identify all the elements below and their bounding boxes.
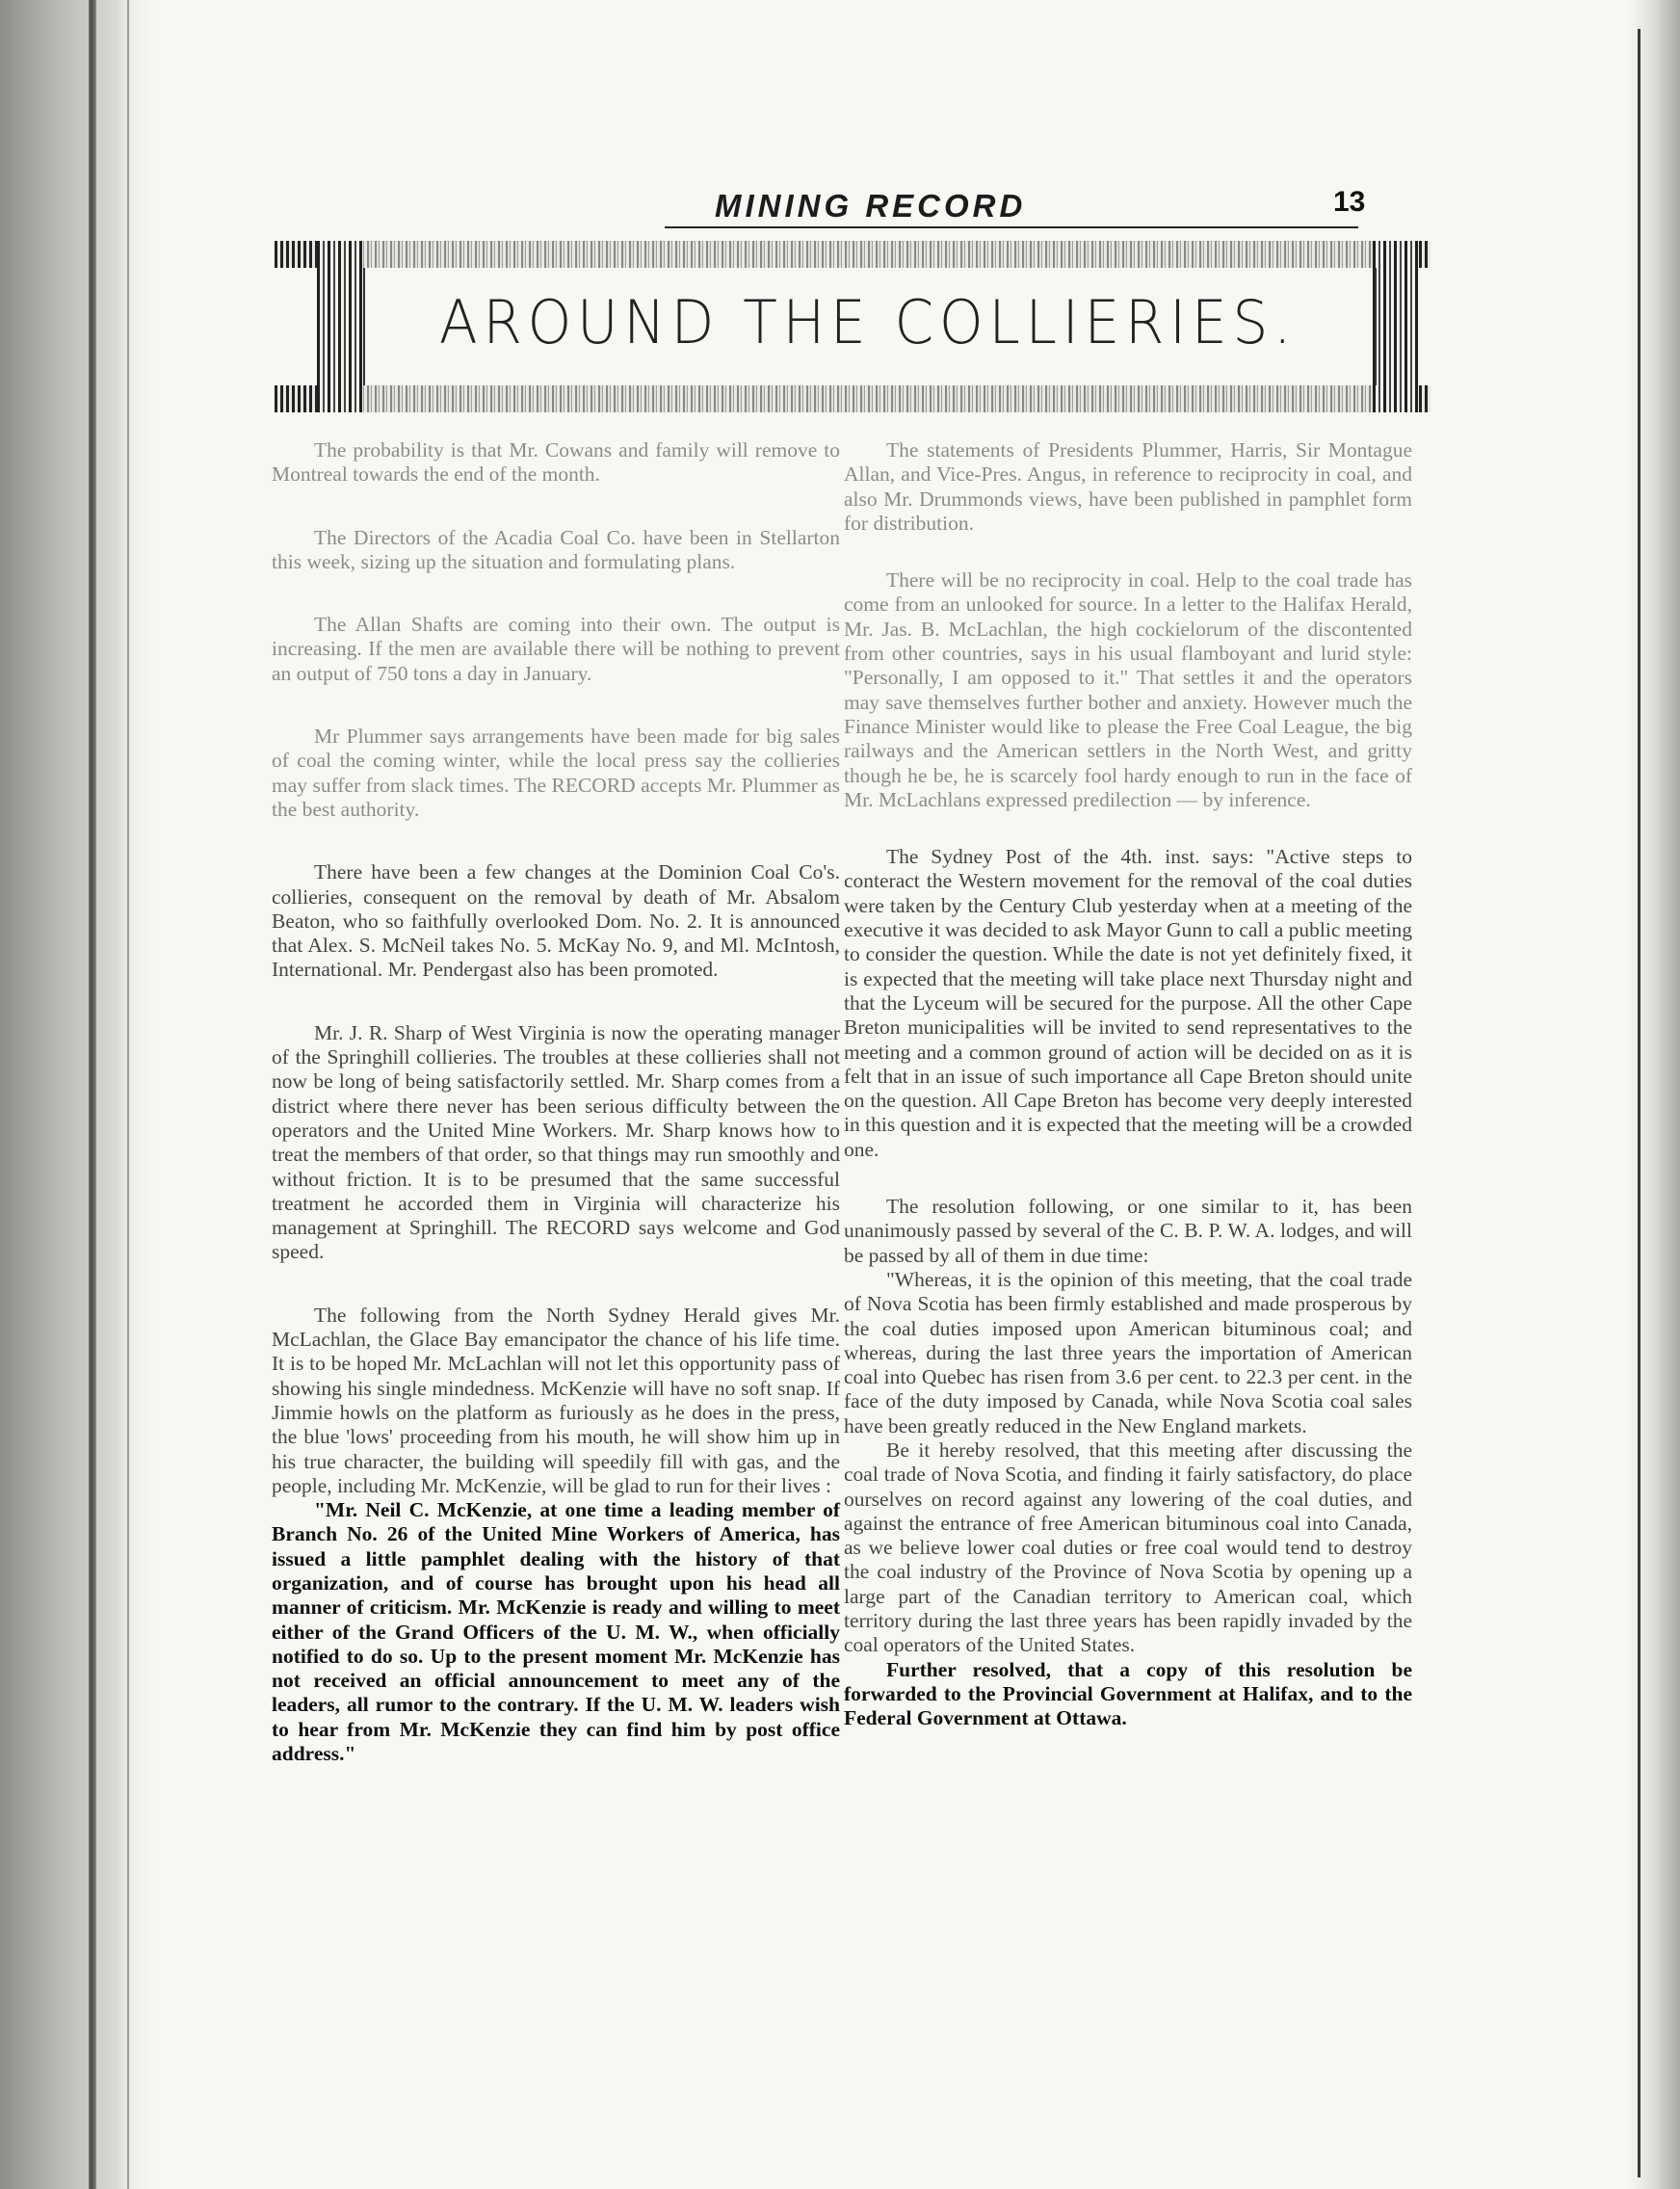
resolution-paragraph: Be it hereby resolved, that this meeting after discussing the coal trade of Nova Scotia, and finding it fairly satisfactory, do place ourselves on record against any lowering of the coal duties, and against the entrance of free American bituminous coal into Canada, as we believe lower coal duties or free coal would tend to destroy the coal industry of the Province of Nova Scotia by opening up a large part of the Canadian territory to American coal, which territory during the last three years has been rapidly invaded by the coal operators of the United States. xyxy=(844,1437,1412,1657)
paragraph: The Sydney Post of the 4th. inst. says: "Active steps to conteract the Western movement for the removal of the coal duties were taken by the Century Club yesterday when at a meeting of the executive it was decided to ask Mayor Gunn to call a public meeting to consider the question. While the date is not yet definitely fixed, it is expected that the meeting will take place next Thursday night and that the Lyceum will be secured for the purpose. All the other Cape Breton municipalities will be invited to send representatives to the meeting and a common ground of action will be decided on as it is felt that in an issue of such importance all Cape Breton should unite on the question. All Cape Breton has become very deeply interested in this question and it is expected that the meeting will be a crowded one. xyxy=(844,845,1412,1161)
running-title: MINING RECORD xyxy=(715,188,1027,224)
resolution-paragraph: "Whereas, it is the opinion of this meeting, that the coal trade of Nova Scotia has been firmly established and made prosperous by the coal duties imposed upon American bituminous coal; and whereas, during the last three years the importation of American coal into Quebec has risen from 3.6 per cent. to 22.3 per cent. in the face of the duty imposed by Canada, while Nova Scotia coal sales have been greatly reduced in the New England markets. xyxy=(844,1267,1412,1437)
quoted-paragraph: "Mr. Neil C. McKenzie, at one time a leading member of Branch No. 26 of the United Mine Workers of America, has issued a little pamphlet dealing with the history of that organization, and of course has brought upon his head all manner of criticism. Mr. McKenzie is ready and willing to meet either of the Grand Officers of the U. M. W., when officially notified to do so. Up to the present moment Mr. McKenzie has not received an official announcement to meet any of the leaders, all rumor to the contrary. If the U. M. W. leaders wish to hear from Mr. McKenzie they can find him by post office address." xyxy=(272,1498,840,1766)
banner-right-pillar xyxy=(1373,241,1419,412)
paragraph: There will be no reciprocity in coal. Help to the coal trade has come from an unlooked for source. In a letter to the Halifax Herald, Mr. Jas. B. McLachlan, the high cockielorum of the discontented from other countries, says in his usual flamboyant and lurid style: "Personally, I am opposed to it." That settles it and the operators may save themselves further bother and anxiety. However much the Finance Minister would like to please the Free Coal League, the big railways and the American settlers in the North West, and gritty though he be, he is scarcely fool hardy enough to run in the face of Mr. McLachlans expressed predilection — by inference. xyxy=(844,568,1412,811)
section-banner xyxy=(275,241,1431,414)
banner-corner-ornament xyxy=(275,385,317,412)
paragraph: Mr. J. R. Sharp of West Virginia is now the operating manager of the Springhill collieries. The troubles at these collieries shall not now be long of being satisfactorily settled. Mr. Sharp comes from a district where there never has been serious difficulty between the operators and the United Mine Workers. Mr. Sharp knows how to treat the members of that order, so that things may run smoothly and without friction. It is to be presumed that the same successful treatment he accorded them in Virginia will characterize his management at Springhill. The RECORD says welcome and God speed. xyxy=(272,1020,840,1264)
page-number: 13 xyxy=(1333,186,1366,218)
paragraph: The Directors of the Acadia Coal Co. have been in Stellarton this week, sizing up the situation and formulating plans. xyxy=(272,525,840,573)
right-column xyxy=(844,438,1412,1731)
banner-bottom-rule xyxy=(275,385,1431,412)
banner-top-rule xyxy=(275,241,1431,268)
running-head xyxy=(665,188,1358,228)
banner-corner-ornament xyxy=(275,241,317,268)
paragraph: The following from the North Sydney Herald gives Mr. McLachlan, the Glace Bay emancipator the chance of his life time. It is to be hoped Mr. McLachlan will not let this opportunity pass of showing his single mindedness. McKenzie will have no soft snap. If Jimmie howls on the platform as furiously as he does in the press, the blue 'lows' proceeding from his mouth, he will show him up in his true character, the building will speedily fill with gas, and the people, including Mr. McKenzie, will be glad to run for their lives : xyxy=(272,1303,840,1497)
paragraph: The Allan Shafts are coming into their own. The output is increasing. If the men are available there will be nothing to prevent an output of 750 tons a day in January. xyxy=(272,613,840,685)
banner-corner-ornament xyxy=(1419,241,1431,268)
paragraph: The probability is that Mr. Cowans and family will remove to Montreal towards the end of the month. xyxy=(272,438,840,487)
banner-left-pillar xyxy=(317,241,363,412)
left-column xyxy=(272,438,840,1766)
paragraph: The resolution following, or one similar to it, has been unanimously passed by several of the C. B. P. W. A. lodges, and will be passed by all of them in due time: xyxy=(844,1195,1412,1267)
section-title: AROUND THE COLLIERIES. xyxy=(438,287,1298,357)
paragraph: The statements of Presidents Plummer, Harris, Sir Montague Allan, and Vice-Pres. Angus, in reference to reciprocity in coal, and also Mr. Drummonds views, have been published in pamphlet form for distribution. xyxy=(844,438,1412,535)
paragraph: There have been a few changes at the Dominion Coal Co's. collieries, consequent on the removal by death of Mr. Absalom Beaton, who so faithfully overlooked Dom. No. 2. It is announced that Alex. S. McNeil takes No. 5. McKay No. 9, and Ml. McIntosh, International. Mr. Pendergast also has been promoted. xyxy=(272,860,840,982)
banner-corner-ornament xyxy=(1419,385,1431,412)
paragraph: Mr Plummer says arrangements have been made for big sales of coal the coming winter, while the local press say the collieries may suffer from slack times. The RECORD accepts Mr. Plummer as the best authority. xyxy=(272,725,840,821)
resolution-paragraph: Further resolved, that a copy of this resolution be forwarded to the Provincial Government at Halifax, and to the Federal Government at Ottawa. xyxy=(844,1657,1412,1730)
